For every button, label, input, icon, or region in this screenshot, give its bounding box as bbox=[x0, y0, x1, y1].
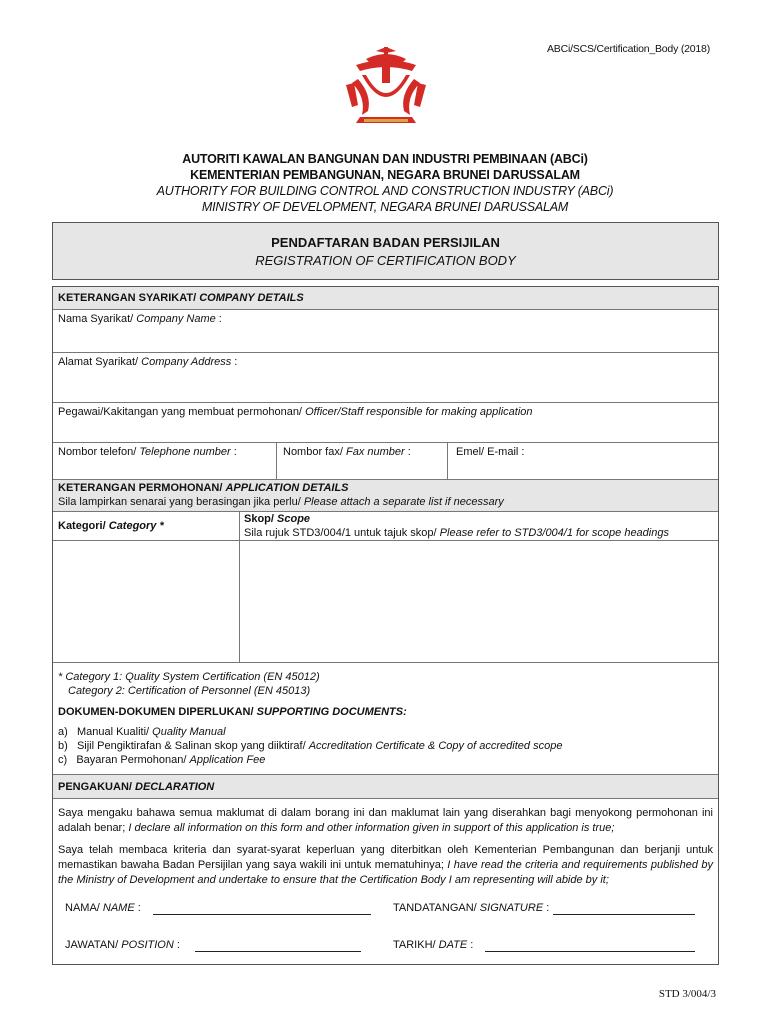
declaration-paragraph-2: Saya telah membaca kriteria dan syarat-syarat keperluan yang diterbitkan oleh Kementerian Pembangunan dan berjanji untuk memastikan bawaha Badan Persijilan yang saya wakili ini untuk mematuhinya; I have read the criteria and requirements published by the Ministry of Development and undertake to ensure that the Certification Body I am representing will abide by it; bbox=[58, 844, 713, 886]
signature-label: TANDATANGAN/ SIGNATURE : bbox=[393, 902, 550, 914]
categories-and-documents: * Category 1: Quality System Certification (EN 45012) Category 2: Certification of Personnel (EN 45013) DOKUMEN-DOKUMEN DIPERLUKAN/ SUPPORTING DOCUMENTS: a) Manual Kualiti/ Quality Manual b) Sijil Pengiktirafan & Salinan skop yang diiktiraf/ Accreditation Certificate & Copy of accredited scope c) Bayaran Permohonan/ Application Fee bbox=[53, 662, 718, 774]
category-scope-table bbox=[53, 511, 718, 662]
header-line-3: AUTHORITY FOR BUILDING CONTROL AND CONSTRUCTION INDUSTRY (ABCi) bbox=[156, 184, 614, 198]
name-input[interactable] bbox=[153, 914, 371, 915]
header-line-2: KEMENTERIAN PEMBANGUNAN, NEGARA BRUNEI DARUSSALAM bbox=[190, 168, 580, 182]
company-details-heading: KETERANGAN SYARIKAT/ COMPANY DETAILS bbox=[53, 287, 718, 309]
form-title-box bbox=[52, 222, 719, 280]
category-1-note: * Category 1: Quality System Certification (EN 45012) bbox=[58, 671, 320, 683]
position-input[interactable] bbox=[195, 951, 361, 952]
signature-input[interactable] bbox=[553, 914, 695, 915]
category-input-area[interactable] bbox=[53, 541, 239, 663]
telephone-field[interactable]: Nombor telefon/ Telephone number : bbox=[58, 446, 237, 458]
officer-field[interactable]: Pegawai/Kakitangan yang membuat permohonan/ Officer/Staff responsible for making application bbox=[53, 402, 718, 442]
form-code-footer: STD 3/004/3 bbox=[658, 988, 716, 1000]
application-details-heading: KETERANGAN PERMOHONAN/ APPLICATION DETAILS Sila lampirkan senarai yang berasingan jika perlu/ Please attach a separate list if necessary bbox=[53, 479, 718, 511]
document-item-a: a) Manual Kualiti/ Quality Manual bbox=[58, 726, 226, 738]
company-name-field[interactable]: Nama Syarikat/ Company Name : bbox=[53, 309, 718, 352]
header-line-1: AUTORITI KAWALAN BANGUNAN DAN INDUSTRI PEMBINAAN (ABCi) bbox=[182, 152, 588, 166]
date-label: TARIKH/ DATE : bbox=[393, 939, 474, 951]
document-item-c: c) Bayaran Permohonan/ Application Fee bbox=[58, 754, 266, 766]
document-item-b: b) Sijil Pengiktirafan & Salinan skop yang diiktiraf/ Accreditation Certificate & Copy of accredited scope bbox=[58, 740, 563, 752]
position-label: JAWATAN/ POSITION : bbox=[65, 939, 180, 951]
application-form bbox=[52, 286, 719, 965]
contact-row bbox=[53, 442, 718, 479]
scope-input-area[interactable] bbox=[240, 541, 718, 663]
brunei-crest-logo bbox=[338, 45, 434, 141]
document-reference: ABCi/SCS/Certification_Body (2018) bbox=[546, 43, 710, 55]
declaration-body bbox=[53, 798, 718, 964]
header-line-4: MINISTRY OF DEVELOPMENT, NEGARA BRUNEI DARUSSALAM bbox=[201, 200, 569, 214]
scope-header: Skop/ Scope Sila rujuk STD3/004/1 untuk tajuk skop/ Please refer to STD3/004/1 for scope headings bbox=[240, 512, 718, 541]
declaration-heading: PENGAKUAN/ DECLARATION bbox=[53, 774, 718, 798]
company-address-field[interactable]: Alamat Syarikat/ Company Address : bbox=[53, 352, 718, 402]
name-label: NAMA/ NAME : bbox=[65, 902, 141, 914]
category-header: Kategori/ Category * bbox=[53, 512, 239, 541]
form-title-english: REGISTRATION OF CERTIFICATION BODY bbox=[255, 253, 516, 268]
declaration-paragraph-1: Saya mengaku bahawa semua maklumat di dalam borang ini dan maklumat lain yang diserahkan bagi menyokong permohonan ini adalah benar; I declare all information on this form and other information given in support of this application is true; bbox=[58, 807, 713, 834]
form-title-malay: PENDAFTARAN BADAN PERSIJILAN bbox=[271, 235, 500, 250]
fax-field[interactable]: Nombor fax/ Fax number : bbox=[283, 446, 411, 458]
email-field[interactable]: Emel/ E-mail : bbox=[456, 446, 525, 458]
category-2-note: Category 2: Certification of Personnel (EN 45013) bbox=[68, 685, 311, 697]
date-input[interactable] bbox=[485, 951, 695, 952]
